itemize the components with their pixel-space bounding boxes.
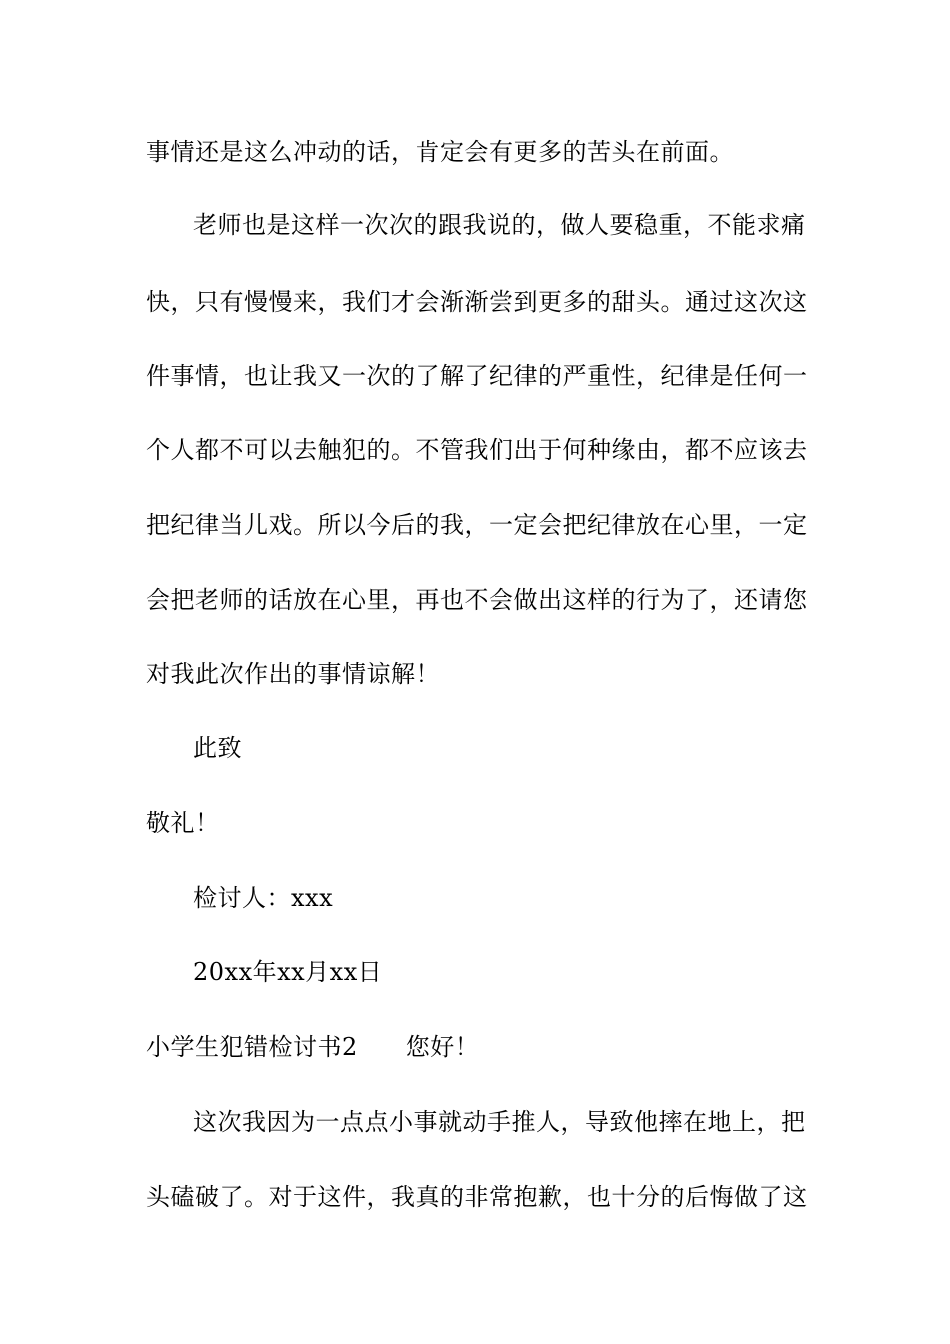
paragraph-line: 头磕破了。对于这件，我真的非常抱歉，也十分的后悔做了这 — [146, 1183, 808, 1211]
paragraph-line: 这次我因为一点点小事就动手推人，导致他摔在地上，把 — [193, 1108, 806, 1136]
paragraph-line: 快，只有慢慢来，我们才会渐渐尝到更多的甜头。通过这次这 — [146, 288, 808, 316]
salutation-text: 敬礼！ — [146, 809, 220, 837]
paragraph-line: 对我此次作出的事情谅解！ — [146, 660, 440, 688]
date-text: 20xx年xx月xx日 — [193, 958, 383, 986]
paragraph-line: 老师也是这样一次次的跟我说的，做人要稳重，不能求痛 — [193, 211, 806, 239]
section-heading-line — [146, 1029, 806, 1065]
paragraph-line: 件事情，也让我又一次的了解了纪律的严重性，纪律是任何一 — [146, 362, 808, 390]
paragraph-line: 个人都不可以去触犯的。不管我们出于何种缘由，都不应该去 — [146, 436, 808, 464]
paragraph-line: 事情还是这么冲动的话，肯定会有更多的苦头在前面。 — [146, 138, 734, 166]
section-title: 小学生犯错检讨书2 — [146, 1033, 358, 1061]
closing-text: 此致 — [193, 734, 242, 762]
paragraph-line: 把纪律当儿戏。所以今后的我，一定会把纪律放在心里，一定 — [146, 511, 808, 539]
signer-text: 检讨人：xxx — [193, 884, 334, 912]
paragraph-line: 会把老师的话放在心里，再也不会做出这样的行为了，还请您 — [146, 586, 808, 614]
section-greeting: 您好！ — [405, 1033, 480, 1061]
